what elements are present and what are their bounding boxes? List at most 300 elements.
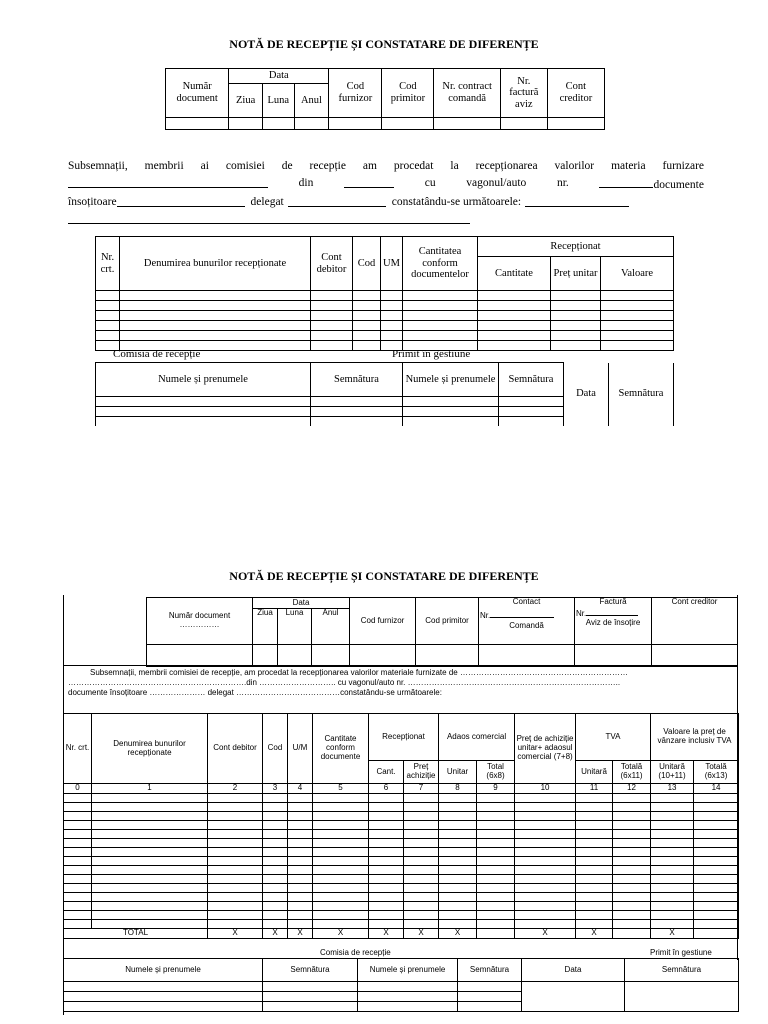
blank-line[interactable] (344, 175, 394, 188)
divider-line (63, 665, 738, 666)
table-cell[interactable] (576, 857, 613, 866)
table-cell[interactable] (208, 875, 263, 884)
table-cell[interactable] (694, 803, 739, 812)
input-cell[interactable] (350, 645, 416, 667)
table-cell[interactable] (404, 911, 439, 920)
input-cell[interactable] (547, 118, 604, 130)
table-cell[interactable] (263, 794, 288, 803)
blank-line[interactable] (525, 194, 629, 207)
table-cell[interactable] (263, 866, 288, 875)
table-cell[interactable] (651, 812, 694, 821)
input-cell[interactable] (479, 645, 575, 667)
table-cell[interactable] (694, 866, 739, 875)
table-cell[interactable] (288, 884, 313, 893)
signature-cell[interactable] (263, 1002, 358, 1012)
table-cell[interactable] (613, 857, 651, 866)
table-cell[interactable] (288, 848, 313, 857)
table-cell[interactable] (515, 821, 576, 830)
table-cell[interactable] (576, 902, 613, 911)
table-cell[interactable] (694, 884, 739, 893)
table-cell[interactable] (263, 902, 288, 911)
table-row (96, 301, 674, 311)
um-header: UM (381, 237, 403, 291)
table-cell[interactable] (613, 875, 651, 884)
table-cell[interactable] (477, 893, 515, 902)
table-cell[interactable] (477, 848, 515, 857)
table-cell[interactable] (208, 821, 263, 830)
table-cell[interactable] (404, 884, 439, 893)
table-cell[interactable] (64, 839, 92, 848)
signature-cell[interactable] (403, 417, 499, 427)
table-cell[interactable] (313, 875, 369, 884)
table-cell[interactable] (369, 911, 404, 920)
table-cell[interactable] (477, 902, 515, 911)
table-cell[interactable] (694, 821, 739, 830)
table-cell[interactable] (313, 884, 369, 893)
table-cell[interactable] (439, 839, 477, 848)
signature-cell[interactable] (522, 982, 625, 1012)
table-cell[interactable] (439, 803, 477, 812)
table-cell[interactable] (92, 866, 208, 875)
blank-line[interactable] (68, 211, 470, 224)
table-cell[interactable] (515, 830, 576, 839)
signature-cell[interactable] (499, 417, 564, 427)
table-cell[interactable] (477, 839, 515, 848)
signature-cell[interactable] (358, 982, 458, 992)
table-cell[interactable] (263, 911, 288, 920)
table-cell[interactable] (288, 794, 313, 803)
table-cell[interactable] (651, 803, 694, 812)
table-row (64, 794, 739, 803)
signature-cell[interactable] (64, 1002, 263, 1012)
table-cell[interactable] (313, 902, 369, 911)
table-cell[interactable] (404, 893, 439, 902)
table-cell[interactable] (92, 812, 208, 821)
signature-cell[interactable] (96, 397, 311, 407)
table-cell[interactable] (515, 911, 576, 920)
table-cell[interactable] (263, 830, 288, 839)
input-cell[interactable] (278, 645, 312, 667)
table-cell[interactable] (369, 830, 404, 839)
table-cell[interactable] (313, 812, 369, 821)
table-cell[interactable] (694, 875, 739, 884)
unitar-header: Unitar (439, 761, 477, 784)
table-cell[interactable] (64, 902, 92, 911)
table-cell[interactable] (651, 830, 694, 839)
table-cell[interactable] (651, 902, 694, 911)
blank-line[interactable] (599, 175, 653, 188)
table-cell[interactable] (263, 821, 288, 830)
table-cell[interactable] (576, 911, 613, 920)
table-cell[interactable] (92, 875, 208, 884)
table-cell[interactable] (92, 884, 208, 893)
table-cell[interactable] (576, 875, 613, 884)
table-cell[interactable] (694, 848, 739, 857)
table-cell[interactable] (64, 920, 92, 929)
signature-cell[interactable] (311, 397, 403, 407)
table-cell[interactable] (313, 803, 369, 812)
input-cell[interactable] (262, 118, 294, 130)
table-cell[interactable] (313, 857, 369, 866)
table-cell[interactable] (64, 821, 92, 830)
table-cell[interactable] (263, 839, 288, 848)
table-cell[interactable] (576, 866, 613, 875)
table-cell[interactable] (613, 794, 651, 803)
table-cell[interactable] (439, 902, 477, 911)
blank-line[interactable] (68, 175, 268, 188)
table-cell[interactable] (369, 866, 404, 875)
table-cell[interactable] (288, 812, 313, 821)
table-cell[interactable] (439, 875, 477, 884)
table-cell[interactable] (694, 830, 739, 839)
table-cell[interactable] (313, 839, 369, 848)
table-cell[interactable] (576, 884, 613, 893)
signature-cell[interactable] (311, 417, 403, 427)
table-cell[interactable] (288, 866, 313, 875)
table-cell[interactable] (263, 875, 288, 884)
input-cell[interactable] (416, 645, 479, 667)
table-cell[interactable] (208, 884, 263, 893)
table-cell[interactable] (515, 866, 576, 875)
table-cell[interactable] (477, 821, 515, 830)
total-cell (694, 929, 739, 939)
form1-title: NOTĂ DE RECEPȚIE ȘI CONSTATARE DE DIFERENȚE (229, 37, 539, 51)
table-cell[interactable] (64, 794, 92, 803)
blank-line[interactable] (490, 609, 554, 618)
table-cell[interactable] (313, 920, 369, 929)
table-cell[interactable] (515, 812, 576, 821)
table-cell[interactable] (92, 848, 208, 857)
table-cell[interactable] (64, 875, 92, 884)
table-cell[interactable] (404, 821, 439, 830)
table-cell[interactable] (208, 830, 263, 839)
table-cell[interactable] (369, 893, 404, 902)
table-cell[interactable] (64, 857, 92, 866)
table-cell[interactable] (651, 821, 694, 830)
table-cell[interactable] (439, 848, 477, 857)
table-cell[interactable] (439, 911, 477, 920)
signature-cell[interactable] (358, 992, 458, 1002)
table-cell[interactable] (404, 857, 439, 866)
table-cell[interactable] (613, 830, 651, 839)
total-cell: X (651, 929, 694, 939)
table-cell[interactable] (576, 920, 613, 929)
table-cell[interactable] (404, 830, 439, 839)
table-cell[interactable] (263, 857, 288, 866)
table-cell[interactable] (263, 920, 288, 929)
table-cell[interactable] (576, 821, 613, 830)
table-cell[interactable] (439, 857, 477, 866)
table-cell[interactable] (313, 821, 369, 830)
valoare-vanzare-header: Valoare la preț de vânzare inclusiv TVA (651, 714, 739, 761)
table-cell[interactable] (92, 839, 208, 848)
table-cell[interactable] (208, 857, 263, 866)
table-cell[interactable] (369, 857, 404, 866)
table-cell[interactable] (92, 902, 208, 911)
input-cell[interactable] (253, 645, 278, 667)
table-cell[interactable] (92, 920, 208, 929)
table-cell[interactable] (404, 875, 439, 884)
table-cell[interactable] (613, 902, 651, 911)
table-cell[interactable] (439, 812, 477, 821)
table-cell[interactable] (694, 893, 739, 902)
input-cell[interactable] (312, 645, 350, 667)
form2-header-table (146, 597, 738, 667)
table-row (64, 884, 739, 893)
table-cell[interactable] (576, 839, 613, 848)
table-cell[interactable] (288, 902, 313, 911)
table-cell[interactable] (208, 866, 263, 875)
table-cell[interactable] (64, 911, 92, 920)
year-header: Anul (294, 84, 329, 118)
table-cell[interactable] (439, 866, 477, 875)
table-cell[interactable] (694, 911, 739, 920)
table-cell[interactable] (92, 893, 208, 902)
table-cell[interactable] (439, 794, 477, 803)
table-cell[interactable] (613, 839, 651, 848)
table-cell[interactable] (64, 812, 92, 821)
table-cell[interactable] (288, 911, 313, 920)
table-row (96, 291, 674, 301)
table-cell[interactable] (313, 911, 369, 920)
table-cell[interactable] (369, 812, 404, 821)
table-cell[interactable] (64, 893, 92, 902)
form2-goods-table (63, 713, 739, 939)
table-cell[interactable] (651, 893, 694, 902)
table-cell[interactable] (208, 848, 263, 857)
table-cell[interactable] (288, 857, 313, 866)
table-cell[interactable] (515, 884, 576, 893)
table-cell[interactable] (263, 893, 288, 902)
input-cell[interactable] (147, 645, 253, 667)
table-cell[interactable] (92, 803, 208, 812)
table-cell[interactable] (404, 848, 439, 857)
signature-cell[interactable] (625, 982, 739, 1012)
table-cell[interactable] (515, 794, 576, 803)
table-cell[interactable] (404, 839, 439, 848)
input-cell[interactable] (229, 118, 263, 130)
table-cell[interactable] (613, 893, 651, 902)
table-cell[interactable] (515, 875, 576, 884)
blank-line[interactable] (288, 194, 386, 207)
table-cell[interactable] (313, 830, 369, 839)
table-cell[interactable] (515, 857, 576, 866)
table-cell[interactable] (651, 884, 694, 893)
table-cell[interactable] (369, 848, 404, 857)
signature-cell[interactable] (499, 397, 564, 407)
signature-cell[interactable] (403, 407, 499, 417)
table-cell[interactable] (613, 884, 651, 893)
signature-cell[interactable] (358, 1002, 458, 1012)
table-cell[interactable] (651, 839, 694, 848)
table-cell[interactable] (404, 803, 439, 812)
table-cell[interactable] (515, 902, 576, 911)
table-cell[interactable] (651, 857, 694, 866)
signature-cell[interactable] (64, 992, 263, 1002)
table-cell[interactable] (369, 839, 404, 848)
input-cell[interactable] (329, 118, 382, 130)
table-cell[interactable] (404, 902, 439, 911)
table-cell[interactable] (92, 830, 208, 839)
table-cell[interactable] (313, 893, 369, 902)
pret-header: Preț unitar (551, 257, 601, 291)
table-cell[interactable] (576, 803, 613, 812)
table-cell[interactable] (477, 812, 515, 821)
table-cell[interactable] (313, 866, 369, 875)
table-cell[interactable] (613, 848, 651, 857)
table-cell[interactable] (477, 857, 515, 866)
table-cell[interactable] (613, 920, 651, 929)
table-cell[interactable] (92, 857, 208, 866)
table-cell[interactable] (313, 848, 369, 857)
table-cell[interactable] (369, 920, 404, 929)
table-cell[interactable] (64, 884, 92, 893)
table-cell[interactable] (515, 803, 576, 812)
table-row (64, 893, 739, 902)
input-cell[interactable] (575, 645, 652, 667)
table-cell[interactable] (515, 893, 576, 902)
signature-cell[interactable] (263, 982, 358, 992)
table-cell[interactable] (404, 812, 439, 821)
table-cell[interactable] (288, 803, 313, 812)
table-cell[interactable] (369, 821, 404, 830)
signature-cell[interactable] (263, 992, 358, 1002)
table-cell[interactable] (64, 848, 92, 857)
signature-cell[interactable] (458, 1002, 522, 1012)
input-cell[interactable] (652, 645, 738, 667)
signature-cell[interactable] (458, 992, 522, 1002)
table-cell[interactable] (439, 920, 477, 929)
table-cell[interactable] (369, 884, 404, 893)
table-cell[interactable] (92, 821, 208, 830)
table-cell[interactable] (613, 821, 651, 830)
table-cell[interactable] (64, 803, 92, 812)
table-cell[interactable] (613, 866, 651, 875)
table-cell[interactable] (477, 866, 515, 875)
signature-cell[interactable] (499, 407, 564, 417)
table-cell[interactable] (404, 920, 439, 929)
table-cell[interactable] (477, 920, 515, 929)
table-cell[interactable] (477, 794, 515, 803)
blank-line[interactable] (586, 607, 638, 616)
table-cell[interactable] (515, 848, 576, 857)
table-cell[interactable] (694, 857, 739, 866)
table-cell[interactable] (515, 920, 576, 929)
table-cell[interactable] (694, 794, 739, 803)
table-cell[interactable] (613, 911, 651, 920)
table-cell[interactable] (208, 839, 263, 848)
table-cell[interactable] (439, 821, 477, 830)
table-cell[interactable] (694, 902, 739, 911)
signature-cell[interactable] (403, 397, 499, 407)
table-cell[interactable] (263, 884, 288, 893)
table-cell[interactable] (576, 893, 613, 902)
total-cell: X (208, 929, 263, 939)
nr-label: nr. (556, 177, 569, 189)
table-cell[interactable] (263, 848, 288, 857)
table-cell[interactable] (288, 830, 313, 839)
table-cell[interactable] (92, 911, 208, 920)
input-cell[interactable] (434, 118, 500, 130)
table-cell[interactable] (694, 812, 739, 821)
table-cell[interactable] (576, 848, 613, 857)
table-cell[interactable] (694, 839, 739, 848)
blank-line[interactable] (117, 194, 245, 207)
table-cell[interactable] (369, 794, 404, 803)
table-cell[interactable] (404, 794, 439, 803)
signature-cell[interactable] (96, 407, 311, 417)
table-cell[interactable] (288, 821, 313, 830)
table-cell[interactable] (651, 866, 694, 875)
table-cell[interactable] (92, 794, 208, 803)
table-cell[interactable] (208, 803, 263, 812)
table-cell[interactable] (369, 902, 404, 911)
signature-cell[interactable] (458, 982, 522, 992)
table-cell[interactable] (576, 794, 613, 803)
table-cell[interactable] (263, 812, 288, 821)
input-cell[interactable] (294, 118, 329, 130)
table-cell[interactable] (651, 848, 694, 857)
table-cell[interactable] (369, 875, 404, 884)
table-cell[interactable] (64, 866, 92, 875)
table-cell[interactable] (651, 920, 694, 929)
table-cell[interactable] (263, 803, 288, 812)
table-cell[interactable] (477, 875, 515, 884)
table-cell[interactable] (208, 794, 263, 803)
table-cell[interactable] (477, 884, 515, 893)
input-cell[interactable] (166, 118, 229, 130)
table-cell[interactable] (576, 812, 613, 821)
input-cell[interactable] (382, 118, 434, 130)
table-cell[interactable] (439, 893, 477, 902)
table-cell[interactable] (404, 866, 439, 875)
signature-cell[interactable] (64, 982, 263, 992)
table-cell[interactable] (208, 893, 263, 902)
table-cell[interactable] (439, 830, 477, 839)
table-cell[interactable] (651, 875, 694, 884)
table-cell[interactable] (515, 839, 576, 848)
table-cell[interactable] (477, 830, 515, 839)
table-row (96, 311, 674, 321)
table-cell[interactable] (288, 893, 313, 902)
table-cell[interactable] (651, 794, 694, 803)
table-cell[interactable] (613, 803, 651, 812)
signature-cell[interactable] (96, 417, 311, 427)
form2-title: NOTĂ DE RECEPȚIE ȘI CONSTATARE DE DIFERENȚE (229, 569, 539, 583)
semnatura2-header: Semnătura (499, 363, 564, 397)
table-cell[interactable] (694, 920, 739, 929)
table-cell[interactable] (651, 911, 694, 920)
signature-cell[interactable] (311, 407, 403, 417)
table-row (64, 821, 739, 830)
table-cell[interactable] (369, 803, 404, 812)
table-cell[interactable] (208, 812, 263, 821)
table-cell[interactable] (477, 911, 515, 920)
table-cell[interactable] (313, 794, 369, 803)
table-cell[interactable] (288, 875, 313, 884)
table-cell[interactable] (208, 920, 263, 929)
table-cell[interactable] (288, 839, 313, 848)
table-cell[interactable] (613, 812, 651, 821)
table-cell[interactable] (64, 830, 92, 839)
table-cell[interactable] (208, 911, 263, 920)
table-cell[interactable] (288, 920, 313, 929)
table-cell[interactable] (477, 803, 515, 812)
table-cell[interactable] (439, 884, 477, 893)
input-cell[interactable] (500, 118, 547, 130)
table-cell[interactable] (208, 902, 263, 911)
table-cell[interactable] (576, 830, 613, 839)
